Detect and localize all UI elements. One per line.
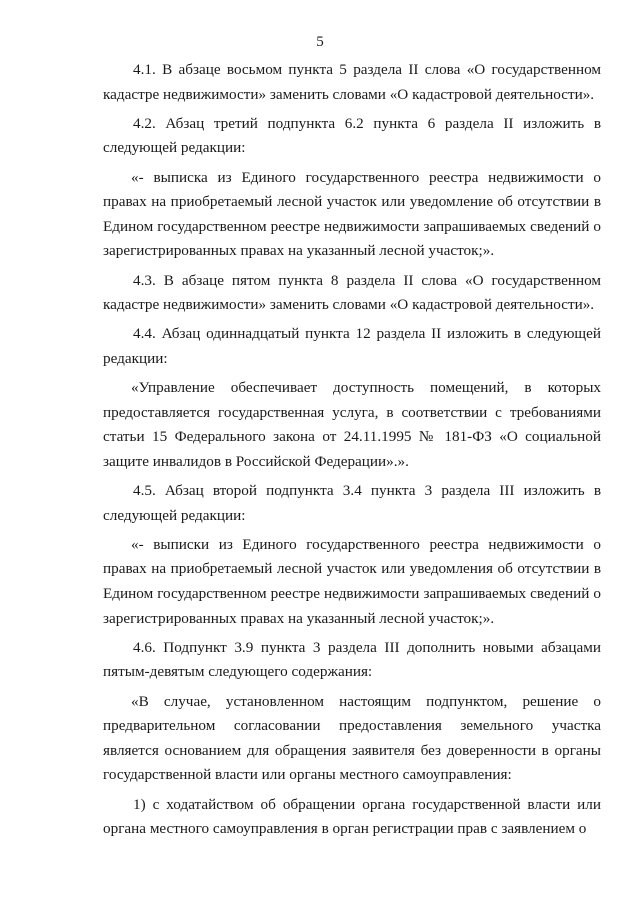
paragraph-4-6-quote: «В случае, установленном настоящим подпунктом, решение о предварительном согласовании предоставления земельного участка является основанием для обращения заявителя без доверенности в органы государственной власти или органы местного самоуправления:: [103, 692, 601, 784]
paragraph-4-1: 4.1. В абзаце восьмом пункта 5 раздела II слова «О государственном кадастре недвижимости» заменить словами «О кадастровой деятельности».: [103, 61, 601, 103]
paragraph-4-5-quote: «- выписки из Единого государственного реестра недвижимости о правах на приобретаемый лесной участок или уведомления об отсутствии в Едином государственном реестре недвижимости запрашиваемых сведений о зарегистрированных правах на указанный лесной участок;».: [103, 535, 601, 627]
document-body: [103, 58, 601, 846]
paragraph-4-2: 4.2. Абзац третий подпункта 6.2 пункта 6 раздела II изложить в следующей редакции:: [103, 114, 601, 157]
page-number: 5: [316, 34, 324, 50]
paragraph-4-4-quote: «Управление обеспечивает доступность помещений, в которых предоставляется государственная услуга, в соответствии с требованиями статьи 15 Федерального закона от 24.11.1995 № 181-ФЗ «О социальной защите инвалидов в Российской Федерации».».: [103, 379, 601, 470]
paragraph-4-6: 4.6. Подпункт 3.9 пункта 3 раздела III дополнить новыми абзацами пятым-девятым следующего содержания:: [103, 638, 601, 681]
paragraph-4-3: 4.3. В абзаце пятом пункта 8 раздела II слова «О государственном кадастре недвижимости» заменить словами «О кадастровой деятельности».: [103, 271, 601, 314]
paragraph-4-2-quote: «- выписка из Единого государственного реестра недвижимости о правах на приобретаемый лесной участок или уведомление об отсутствии в Едином государственном реестре недвижимости запрашиваемых сведений о зарегистрированных правах на указанный лесной участок;».: [103, 168, 601, 260]
paragraph-4-4: 4.4. Абзац одиннадцатый пункта 12 раздела II изложить в следующей редакции:: [103, 325, 601, 367]
paragraph-4-5: 4.5. Абзац второй подпункта 3.4 пункта 3 раздела III изложить в следующей редакции:: [103, 482, 601, 524]
paragraph-4-6-item-1: 1) с ходатайством об обращении органа государственной власти или органа местного самоуправления в орган регистрации прав с заявлением о: [103, 795, 601, 838]
